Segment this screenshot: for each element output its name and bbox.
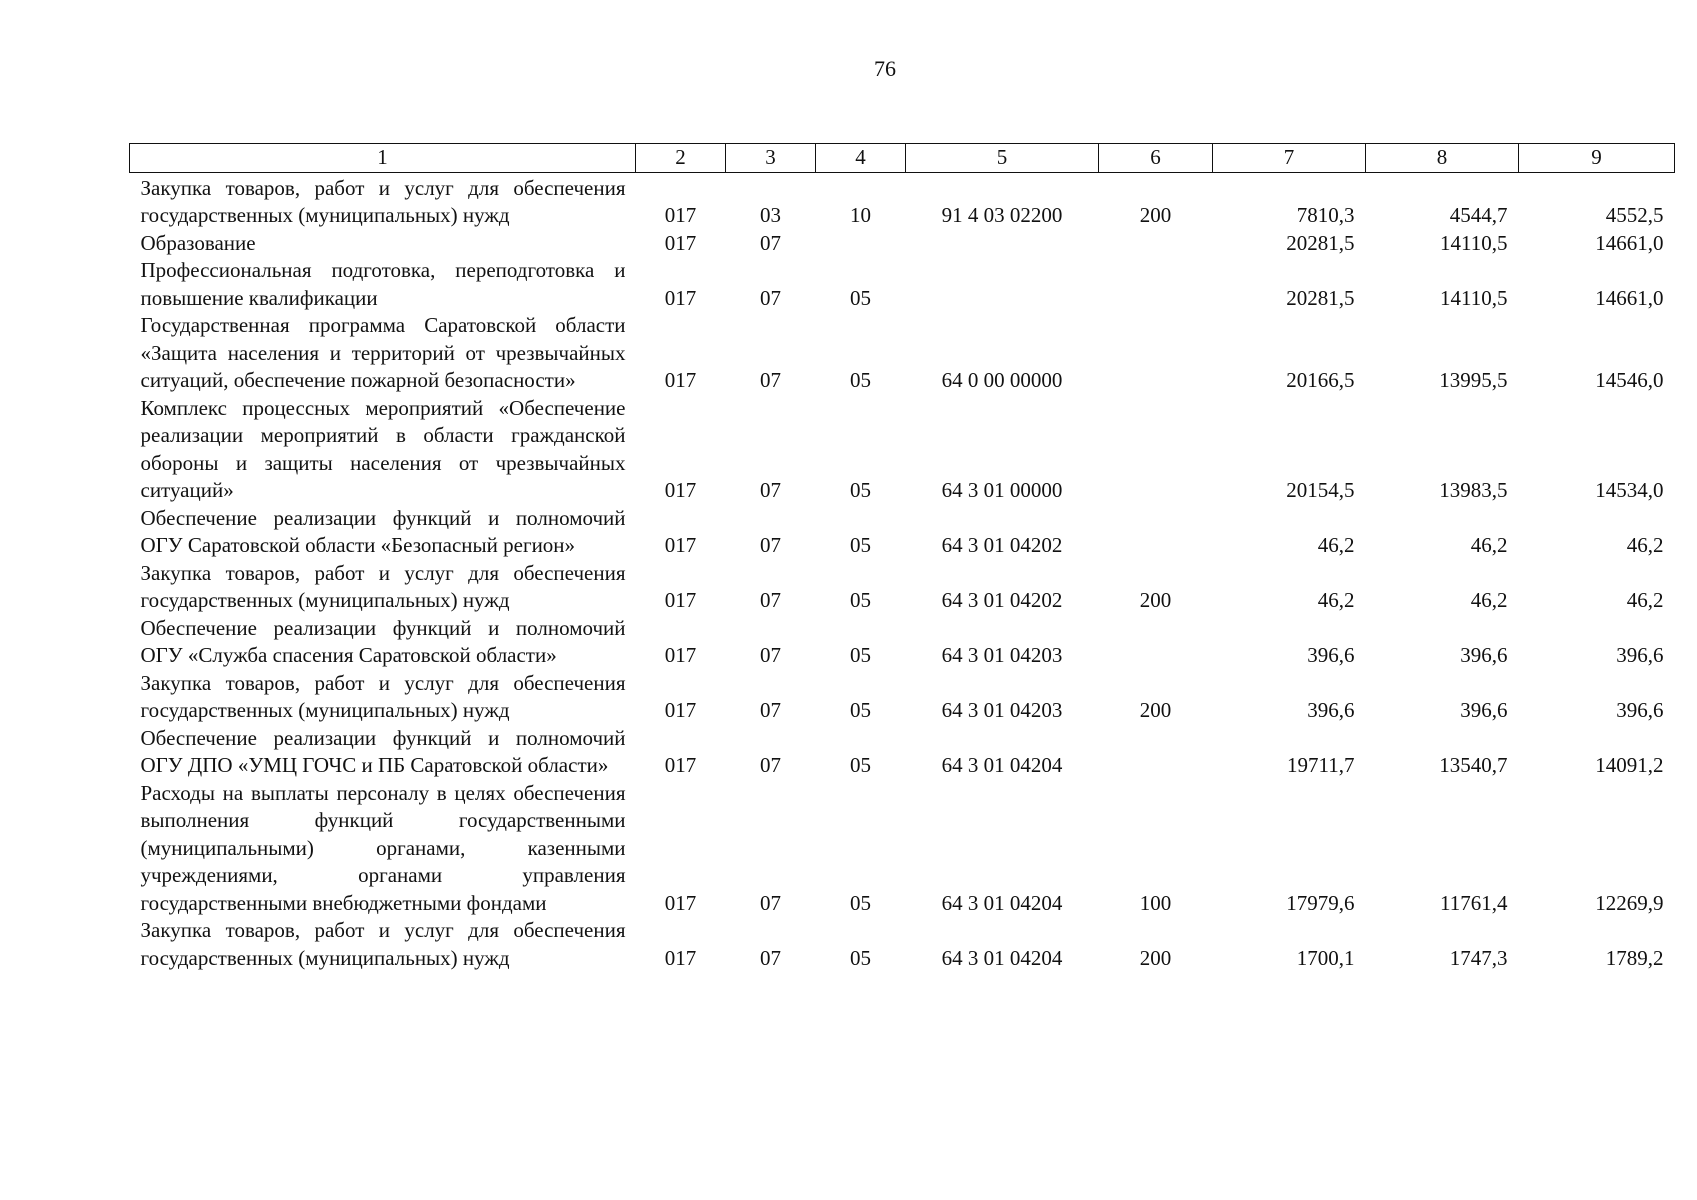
expense-type-code: 200: [1139, 945, 1172, 970]
amount-year-3: 12269,9: [1595, 890, 1664, 915]
column-header: 1: [130, 144, 636, 173]
amount-year-2: 14110,5: [1440, 285, 1508, 310]
amount-year-2: 4544,7: [1449, 203, 1508, 227]
amount-year-2: 11761,4: [1440, 890, 1508, 915]
amount-year-1: 20281,5: [1286, 230, 1355, 255]
subsection-code: 05: [850, 753, 871, 777]
article-code: 64 3 01 04204: [941, 753, 1063, 777]
subsection-code: 05: [850, 533, 871, 557]
amount-year-2: 396,6: [1460, 698, 1508, 722]
article-code: 64 3 01 04204: [941, 945, 1063, 970]
expense-type-code: 200: [1139, 698, 1172, 722]
amount-year-1: 20166,5: [1286, 368, 1355, 392]
ministry-code: 017: [664, 890, 697, 915]
amount-year-1: 396,6: [1307, 698, 1355, 722]
amount-year-3: 4552,5: [1605, 203, 1664, 227]
row-name: Профессиональная подготовка, переподготовка и повышение квалификации: [140, 258, 626, 310]
amount-year-1: 396,6: [1307, 643, 1355, 667]
amount-year-2: 46,2: [1470, 588, 1508, 612]
amount-year-1: 20281,5: [1286, 285, 1355, 310]
column-header: 9: [1519, 144, 1675, 173]
amount-year-3: 46,2: [1626, 588, 1664, 612]
column-header: 6: [1099, 144, 1213, 173]
section-code: 07: [760, 643, 781, 667]
budget-table: [129, 143, 1675, 972]
row-name: Обеспечение реализации функций и полномочий ОГУ Саратовской области «Безопасный регион»: [140, 505, 626, 557]
table-row: [130, 312, 1675, 395]
subsection-code: 05: [850, 945, 871, 970]
subsection-code: 05: [850, 368, 871, 392]
subsection-code: 10: [850, 203, 871, 227]
section-code: 07: [760, 588, 781, 612]
expense-type-code: 200: [1139, 203, 1172, 227]
subsection-code: 05: [850, 698, 871, 722]
amount-year-3: 396,6: [1616, 698, 1664, 722]
article-code: 64 0 00 00000: [941, 368, 1063, 392]
subsection-code: 05: [850, 643, 871, 667]
section-code: 07: [760, 753, 781, 777]
article-code: [906, 230, 1099, 258]
row-name: Расходы на выплаты персоналу в целях обеспечения выполнения функций государственными (муниципальными) органами, казенными учреждениями, органами управления государственными внебюджетными фондами: [140, 780, 626, 915]
article-code: 64 3 01 04202: [941, 533, 1063, 557]
column-header: 8: [1366, 144, 1519, 173]
amount-year-3: 14661,0: [1595, 230, 1664, 255]
section-code: 07: [760, 945, 781, 970]
amount-year-1: 17979,6: [1286, 890, 1355, 915]
column-header: 5: [906, 144, 1099, 173]
row-name: Закупка товаров, работ и услуг для обеспечения государственных (муниципальных) нужд: [140, 175, 626, 227]
ministry-code: 017: [664, 285, 697, 310]
section-code: 07: [760, 890, 781, 915]
expense-type-code: [1099, 257, 1213, 312]
table-row: [130, 505, 1675, 560]
amount-year-3: 46,2: [1626, 533, 1664, 557]
amount-year-1: 20154,5: [1286, 478, 1355, 502]
subsection-code: 05: [850, 285, 871, 310]
section-code: 07: [760, 285, 781, 310]
amount-year-1: 7810,3: [1296, 203, 1355, 227]
ministry-code: 017: [664, 478, 697, 502]
ministry-code: 017: [664, 643, 697, 667]
expense-type-code: [1099, 312, 1213, 395]
subsection-code: 05: [850, 588, 871, 612]
ministry-code: 017: [664, 945, 697, 970]
row-name: Закупка товаров, работ и услуг для обеспечения государственных (муниципальных) нужд: [140, 560, 626, 612]
expense-type-code: 100: [1139, 890, 1172, 915]
section-code: 07: [760, 698, 781, 722]
amount-year-3: 1789,2: [1605, 945, 1664, 970]
table-row: [130, 395, 1675, 505]
amount-year-2: 396,6: [1460, 643, 1508, 667]
amount-year-3: 396,6: [1616, 643, 1664, 667]
subsection-code: [816, 230, 906, 258]
article-code: 64 3 01 04203: [941, 643, 1063, 667]
row-name: Комплекс процессных мероприятий «Обеспечение реализации мероприятий в области гражданской обороны и защиты населения от чрезвычайных ситуаций»: [140, 395, 626, 502]
row-name: Закупка товаров, работ и услуг для обеспечения государственных (муниципальных) нужд: [140, 918, 626, 970]
expense-type-code: [1099, 615, 1213, 670]
amount-year-2: 13983,5: [1439, 478, 1508, 502]
column-header: 3: [726, 144, 816, 173]
expense-type-code: [1099, 230, 1213, 258]
amount-year-2: 13540,7: [1439, 753, 1508, 777]
ministry-code: 017: [664, 368, 697, 392]
table-row: [130, 615, 1675, 670]
row-name: Обеспечение реализации функций и полномочий ОГУ «Служба спасения Саратовской области»: [140, 615, 626, 667]
amount-year-3: 14661,0: [1595, 285, 1664, 310]
ministry-code: 017: [664, 230, 697, 255]
section-code: 03: [760, 203, 781, 227]
section-code: 07: [760, 533, 781, 557]
table-header: [130, 144, 1675, 173]
expense-type-code: 200: [1139, 588, 1172, 612]
article-code: 91 4 03 02200: [941, 203, 1063, 227]
table-row: [130, 560, 1675, 615]
table-row: [130, 257, 1675, 312]
amount-year-2: 13995,5: [1439, 368, 1508, 392]
amount-year-2: 46,2: [1470, 533, 1508, 557]
amount-year-2: 1747,3: [1449, 945, 1508, 970]
expense-type-code: [1099, 505, 1213, 560]
section-code: 07: [760, 230, 781, 255]
section-code: 07: [760, 368, 781, 392]
article-code: 64 3 01 04203: [941, 698, 1063, 722]
row-name: Закупка товаров, работ и услуг для обеспечения государственных (муниципальных) нужд: [140, 670, 626, 722]
amount-year-1: 19711,7: [1287, 753, 1355, 777]
table-row: [130, 172, 1675, 230]
article-code: 64 3 01 00000: [941, 478, 1063, 502]
amount-year-1: 1700,1: [1296, 945, 1355, 970]
amount-year-3: 14546,0: [1595, 368, 1664, 392]
article-code: 64 3 01 04204: [941, 890, 1063, 915]
amount-year-1: 46,2: [1317, 533, 1355, 557]
expense-type-code: [1099, 395, 1213, 505]
table-body: [130, 172, 1675, 972]
table-row: [130, 230, 1675, 258]
amount-year-2: 14110,5: [1440, 230, 1508, 255]
table-row: [130, 780, 1675, 918]
page-number: 76: [874, 56, 896, 81]
ministry-code: 017: [664, 698, 697, 722]
column-header: 4: [816, 144, 906, 173]
subsection-code: 05: [850, 890, 871, 915]
article-code: [906, 257, 1099, 312]
ministry-code: 017: [664, 588, 697, 612]
ministry-code: 017: [664, 533, 697, 557]
column-header: 2: [636, 144, 726, 173]
table-row: [130, 670, 1675, 725]
amount-year-1: 46,2: [1317, 588, 1355, 612]
row-name: Образование: [140, 230, 256, 255]
table-row: [130, 917, 1675, 972]
ministry-code: 017: [664, 203, 697, 227]
expense-type-code: [1099, 725, 1213, 780]
column-header: 7: [1213, 144, 1366, 173]
row-name: Государственная программа Саратовской области «Защита населения и территорий от чрезвычайных ситуаций, обеспечение пожарной безопасности»: [140, 313, 626, 392]
section-code: 07: [760, 478, 781, 502]
row-name: Обеспечение реализации функций и полномочий ОГУ ДПО «УМЦ ГОЧС и ПБ Саратовской области»: [140, 725, 626, 777]
subsection-code: 05: [850, 478, 871, 502]
ministry-code: 017: [664, 753, 697, 777]
amount-year-3: 14534,0: [1595, 478, 1664, 502]
table-row: [130, 725, 1675, 780]
amount-year-3: 14091,2: [1595, 753, 1664, 777]
article-code: 64 3 01 04202: [941, 588, 1063, 612]
header-row: [130, 144, 1675, 173]
